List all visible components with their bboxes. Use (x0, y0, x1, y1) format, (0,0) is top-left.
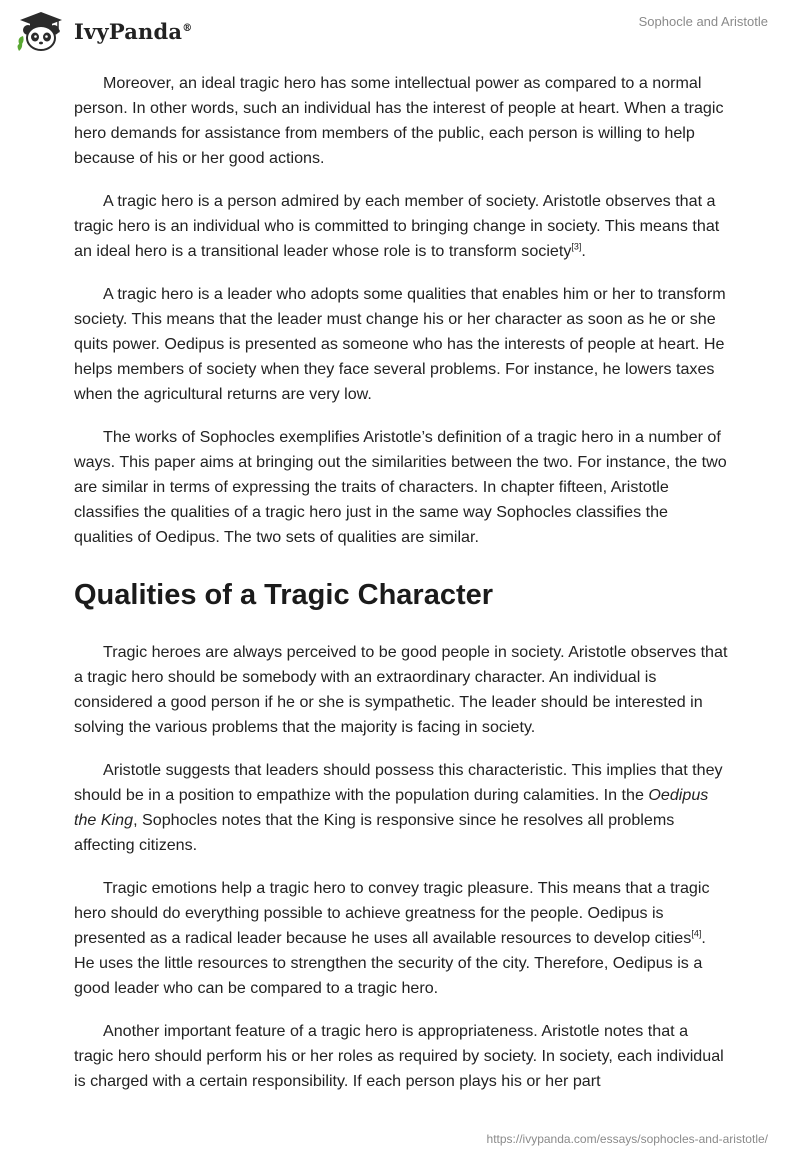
page-header (0, 0, 800, 60)
paragraph: Aristotle suggests that leaders should possess this characteristic. This implies that they should be in a position to empathize with the population during calamities. In the Oedipus the King, Sophocles notes that the King is responsive since he resolves all problems affecting citizens. (74, 761, 723, 854)
paragraph: Moreover, an ideal tragic hero has some intellectual power as compared to a normal person. In other words, such an individual has the interest of people at heart. When a tragic hero demands for assistance from members of the public, each person is willing to help because of his or her good actions. (74, 74, 724, 167)
citation-ref[interactable]: [4] (691, 928, 702, 939)
brand-name: IvyPanda® (74, 18, 193, 44)
ivypanda-logo[interactable] (16, 10, 192, 52)
paragraph: A tragic hero is a person admired by each member of society. Aristotle observes that a tragic hero is an individual who is committed to bringing change in society. This means that an ideal hero is a transitional leader whose role is to transform society[3]. (74, 192, 720, 260)
essay-body (74, 71, 728, 1112)
paragraph: A tragic hero is a leader who adopts some qualities that enables him or her to transform society. This means that the leader must change his or her character as soon as he or she quits power. Oedipus is presented as someone who has the interests of people at heart. He helps members of society when they face several problems. For instance, he lowers taxes when the agricultural returns are very low. (74, 285, 726, 403)
work-title: Oedipus the King (74, 786, 709, 829)
source-url[interactable]: https://ivypanda.com/essays/sophocles-and-aristotle/ (486, 1132, 768, 1146)
citation-ref[interactable]: [3] (571, 241, 582, 252)
paragraph: The works of Sophocles exemplifies Aristotle’s definition of a tragic hero in a number of ways. This paper aims at bringing out the similarities between the two. For instance, the two are similar in terms of expressing the traits of characters. In chapter fifteen, Aristotle classifies the qualities of a tragic hero just in the same way Sophocles classifies the qualities of Oedipus. The two sets of qualities are similar. (74, 428, 727, 546)
section-heading: Qualities of a Tragic Character (74, 579, 494, 611)
paragraph: Tragic emotions help a tragic hero to convey tragic pleasure. This means that a tragic hero should do everything possible to achieve greatness for the people. Oedipus is presented as a radical leader because he uses all available resources to develop cities[4]. He uses the little resources to strengthen the security of the city. Therefore, Oedipus is a good leader who can be compared to a tragic hero. (74, 879, 710, 997)
paragraph: Another important feature of a tragic hero is appropriateness. Aristotle notes that a tragic hero should perform his or her roles as required by society. In society, each individual is charged with a certain responsibility. If each person plays his or her part (74, 1022, 724, 1090)
paragraph: Tragic heroes are always perceived to be good people in society. Aristotle observes that a tragic hero should be somebody with an extraordinary character. An individual is considered a good person if he or she is sympathetic. The leader should be interested in solving the various problems that the majority is facing in society. (74, 643, 728, 736)
running-title: Sophocle and Aristotle (638, 14, 768, 29)
panda-graduate-icon (16, 10, 66, 52)
